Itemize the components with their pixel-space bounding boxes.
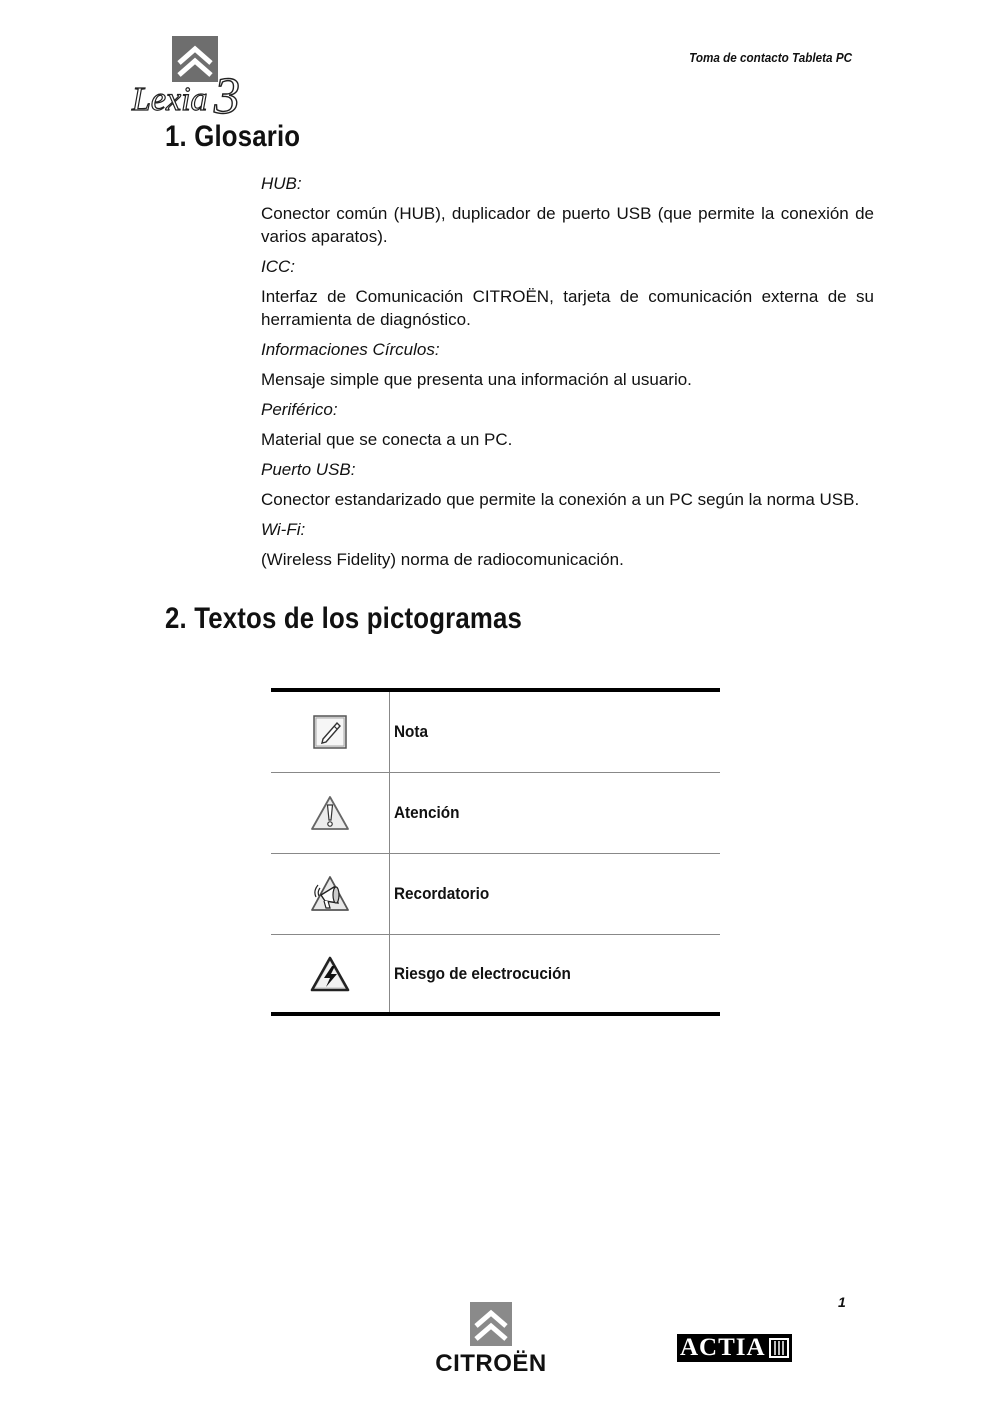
page-number: 1 xyxy=(838,1294,846,1310)
glossary-list xyxy=(261,172,874,578)
lexia3-logo xyxy=(130,34,245,116)
pictogram-label: Atención xyxy=(394,803,460,822)
glossary-definition: Mensaje simple que presenta una información al usuario. xyxy=(261,370,692,389)
glossary-term: Informaciones Círculos: xyxy=(261,340,440,359)
section-title-glossary: 1. Glosario xyxy=(165,120,301,153)
pictogram-label: Nota xyxy=(394,722,429,741)
glossary-term: Puerto USB: xyxy=(261,460,356,479)
glossary-definition: Conector común (HUB), duplicador de puerto USB (que permite la conexión de varios aparatos). xyxy=(261,204,874,246)
warning-exclamation-icon xyxy=(310,795,350,831)
table-row xyxy=(271,935,720,1012)
electrocution-bolt-icon xyxy=(310,956,350,992)
glossary-definition: Conector estandarizado que permite la conexión a un PC según la norma USB. xyxy=(261,490,860,509)
glossary-definition: Interfaz de Comunicación CITROËN, tarjeta de comunicación externa de su herramienta de diagnóstico. xyxy=(261,287,874,329)
glossary-term: ICC: xyxy=(261,257,296,276)
glossary-definition: Material que se conecta a un PC. xyxy=(261,430,513,449)
glossary-term: Wi-Fi: xyxy=(261,520,306,539)
table-row xyxy=(271,773,720,854)
citroen-wordmark: CITROËN xyxy=(435,1350,547,1377)
glossary-definition: (Wireless Fidelity) norma de radiocomunicación. xyxy=(261,550,624,569)
reminder-megaphone-icon xyxy=(310,875,350,913)
pictogram-label: Recordatorio xyxy=(394,884,490,903)
actia-wordmark: ACTIA xyxy=(680,1334,766,1361)
citroen-logo xyxy=(428,1302,554,1378)
pictogram-label: Riesgo de electrocución xyxy=(394,963,571,983)
svg-text:3: 3 xyxy=(214,68,240,116)
table-row xyxy=(271,854,720,935)
glossary-term: Periférico: xyxy=(261,400,338,419)
pictogram-table xyxy=(271,688,720,1016)
glossary-term: HUB: xyxy=(261,174,302,193)
document-header-title: Toma de contacto Tableta PC xyxy=(689,50,852,65)
section-title-pictograms: 2. Textos de los pictogramas xyxy=(165,602,523,635)
actia-logo xyxy=(677,1334,792,1362)
table-row xyxy=(271,692,720,773)
svg-text:Lexia: Lexia xyxy=(132,81,208,116)
note-pencil-icon xyxy=(313,715,347,749)
